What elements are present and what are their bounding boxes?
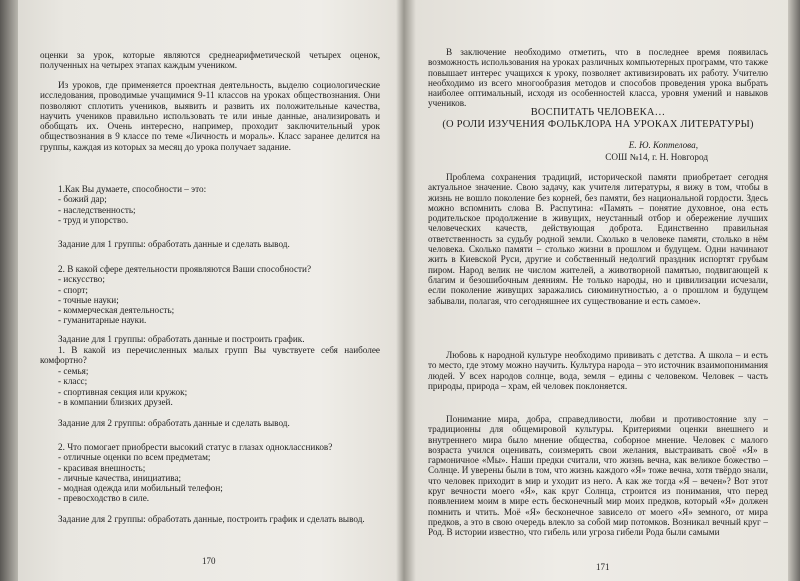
question-2-item: - искусство; (58, 274, 105, 285)
left-paragraph-1: оценки за урок, которые являются среднеарифметической четырех оценок, полученных на четырех этапах каждым учеником. (40, 50, 380, 71)
question-4-item: - отличные оценки по всем предметам; (58, 452, 211, 463)
right-paragraph-2: Проблема сохранения традиций, исторической памяти приобретает сегодня актуальное значение. Свою задачу, как учителя литературы, я вижу в том, чтобы в жизнь не вошло поколение без корней, без памяти, без национальной гордости. Здесь можно вспомнить слова В. Распутина: «Память – понятие духовное, она есть родительское продолжение в живущих, неустанный отбор и обережение лучших человеческих качеств, действующая доброта. Единственно правильная ответственность за судьбу родной земли. Сколько в человеке памяти, столько в нём человека. Сколько памяти – столько жизни в прошлом и будущем. Одни начинают жить в Киевской Руси, другие и собственный недолгий праздник испортят грубым пиром. Народ велик не числом жителей, а животворной памятью, подвигающей к благим и безошибочным деяниям. Не только народы, но и цивилизации исчезали, если поколение живущих заражались сиюминутностью, а о прошлом и будущем забывали, полагая, что сегодняшнее их существование и есть самое». (428, 172, 768, 306)
article-title (428, 107, 768, 131)
question-3-item: - в компании близких друзей. (58, 396, 173, 407)
question-3-item: - спортивная секция или кружок; (58, 386, 188, 397)
task-1: Задание для 1 группы: обработать данные и сделать вывод. (58, 239, 290, 249)
left-paragraph-2: Из уроков, где применяется проектная деятельность, выделю социологические исследования, проводимые учащимися 9-11 классов на уроках обществознания. Они позволяют сплотить учеников, выявить и развить их положительные качества, научить учеников правильно использовать те или иные данные, анализировать и обобщать их. Очень интересно, например, проходит заключительный урок обществознания в 9 классе по теме «Личность и мораль». Класс заранее делится на группы, каждая из которых за месяц до урока получает задание. (40, 80, 380, 152)
page-number-left: 170 (202, 556, 216, 566)
right-paragraph-4: Понимание мира, добра, справедливости, любви и противостояние злу – традиционны для общемировой культуры. Критериями оценки внешнего и внутреннего мира было мнение общества, соборное мнение. Человек с малого возраста учился оценивать, соизмерять свои желания, выстраивать своё «Я» в гармоничное «Мы». Наши предки считали, что жизнь вечна, как великое божество – Солнце. И уверены были в том, что жизнь каждого «Я» тоже вечна, хотя твёрдо знали, что человек приходит в мир и уходит из него. А как же тогда «Я – вечен»? Вот этот круг вечности моего «Я», как круг Солнца, строится из понимания, что перед появлением моим в мире есть бесконечный мир моих предков, который «Я» должен помнить и чтить. Моё «Я» бесконечное зависело от моего «Я» земного, от мира предков, а это в свою очередь влекло за собой мир потомков. Возникал вечный круг – Род. В истории известно, что гибель или угроза гибели Рода были самыми (428, 414, 768, 538)
author-school: СОШ №14, г. Н. Новгород (605, 152, 708, 162)
page-number-right: 171 (596, 562, 610, 572)
book-right-edge (788, 0, 800, 581)
author-name: Е. Ю. Коптелова, (628, 140, 698, 150)
article-title-line-2: (О РОЛИ ИЗУЧЕНИЯ ФОЛЬКЛОРА НА УРОКАХ ЛИТЕРАТУРЫ) (442, 119, 754, 130)
task-3: Задание для 2 группы: обработать данные и сделать вывод. (58, 418, 290, 428)
question-4-item: - модная одежда или мобильный телефон; (58, 483, 223, 494)
question-4: 2. Что помогает приобрести высокий статус в глазах одноклассников? (58, 442, 333, 452)
question-2-item: - точные науки; (58, 294, 119, 305)
question-4-item: - превосходство в силе. (58, 493, 150, 504)
question-1-item: - наследственность; (58, 204, 136, 215)
question-2-block (58, 264, 380, 326)
question-1-item: - божий дар; (58, 194, 107, 205)
question-4-item: - личные качества, инициатива; (58, 472, 182, 483)
question-3-list (58, 366, 380, 407)
question-4-item: - красивая внешность; (58, 462, 146, 473)
question-1-item: - труд и упорство. (58, 214, 129, 225)
question-4-block (58, 442, 380, 504)
right-paragraph-3: Любовь к народной культуре необходимо прививать с детства. А школа – и есть то место, где этому можно научить. Культура народа – это источник взаимопонимания людей. У всех народов солнце, вода, земля – едины с человеком. Человек – часть природы, природа – храм, ей человек поклоняется. (428, 350, 768, 391)
question-1: 1.Как Вы думаете, способности – это: (58, 184, 207, 194)
right-page (428, 0, 768, 581)
task-4: Задание для 2 группы: обработать данные, построить график и сделать вывод. (58, 514, 365, 524)
question-2-item: - гуманитарные науки. (58, 315, 147, 326)
question-1-block (58, 184, 380, 225)
question-3-item: - семья; (58, 366, 89, 376)
book-left-edge (0, 0, 18, 581)
article-title-line-1: ВОСПИТАТЬ ЧЕЛОВЕКА… (530, 107, 666, 118)
question-3: 1. В какой из перечисленных малых групп Вы чувствуете себя наиболее комфортно? (40, 345, 380, 366)
right-paragraph-1: В заключение необходимо отметить, что в последнее время появилась возможность использования на уроках различных компьютерных программ, что также повышает интерес учащихся к уроку, позволяет активизировать их работу. Учителю необходимо из всего многообразия методов и способов проведения урока выбрать наиболее оптимальный, исходя из особенностей класса, уровня умений и навыков учеников. (428, 47, 768, 109)
question-2: 2. В какой сфере деятельности проявляются Ваши способности? (58, 264, 312, 274)
question-2-item: - спорт; (58, 284, 88, 295)
question-2-item: - коммерческая деятельность; (58, 305, 175, 316)
left-page (40, 0, 380, 581)
task-2: Задание для 1 группы: обработать данные и построить график. (58, 334, 305, 344)
question-3-item: - класс; (58, 376, 88, 387)
